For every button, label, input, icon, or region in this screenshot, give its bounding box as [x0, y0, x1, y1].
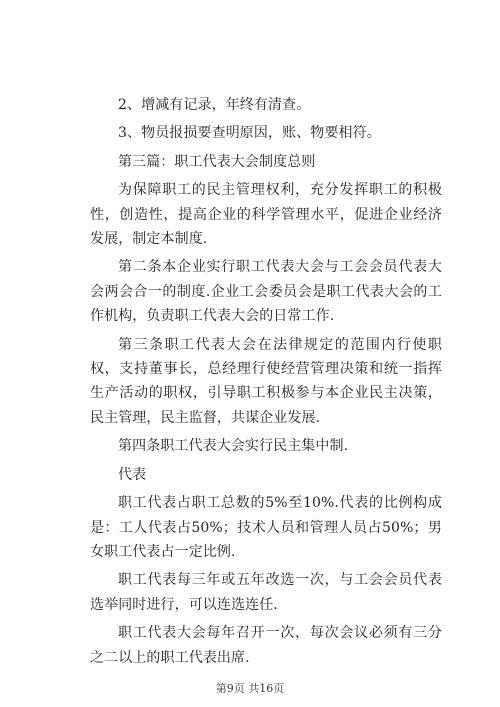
- page-number: 第9页 共16页: [215, 682, 285, 695]
- paragraph-1: 2、增减有记录，年终有清查。: [118, 97, 311, 113]
- paragraph-5: 第三条职工代表大会在法律规定的范围内行使职权，支持董事长，总经理行使经营管理决策和统一指挥生产活动的职权，引导职工积极参与本企业民主决策，民主管理，民主监督，共谋企业发展.: [90, 336, 442, 426]
- paragraph-7: 代表: [118, 466, 147, 483]
- paragraph-2: 3、物员报损要查明原因，账、物要相符。: [118, 125, 381, 142]
- document-body: [90, 93, 442, 670]
- paragraph-6: 第四条职工代表大会实行民主集中制.: [118, 438, 349, 455]
- page-footer: [0, 680, 500, 696]
- paragraph-4: 第二条本企业实行职工代表大会与工会会员代表大会两会合一的制度.企业工会委员会是职工代表大会的工作机构，负责职工代表大会的日常工作.: [90, 259, 442, 325]
- paragraph-10: 职工代表大会每年召开一次，每次会议必须有三分之二以上的职工代表出席.: [90, 625, 442, 666]
- paragraph-3: 为保障职工的民主管理权利，充分发挥职工的积极性，创造性，提高企业的科学管理水平，促进企业经济发展，制定本制度.: [90, 182, 442, 248]
- paragraph-9: 职工代表每三年或五年改选一次，与工会会员代表选举同时进行，可以连选连任.: [90, 572, 442, 613]
- section-heading: 第三篇：职工代表大会制度总则: [118, 153, 316, 170]
- paragraph-8: 职工代表占职工总数的5%至10%.代表的比例构成是：工人代表占50%；技术人员和管理人员占50%；男女职工代表占一定比例.: [90, 495, 442, 560]
